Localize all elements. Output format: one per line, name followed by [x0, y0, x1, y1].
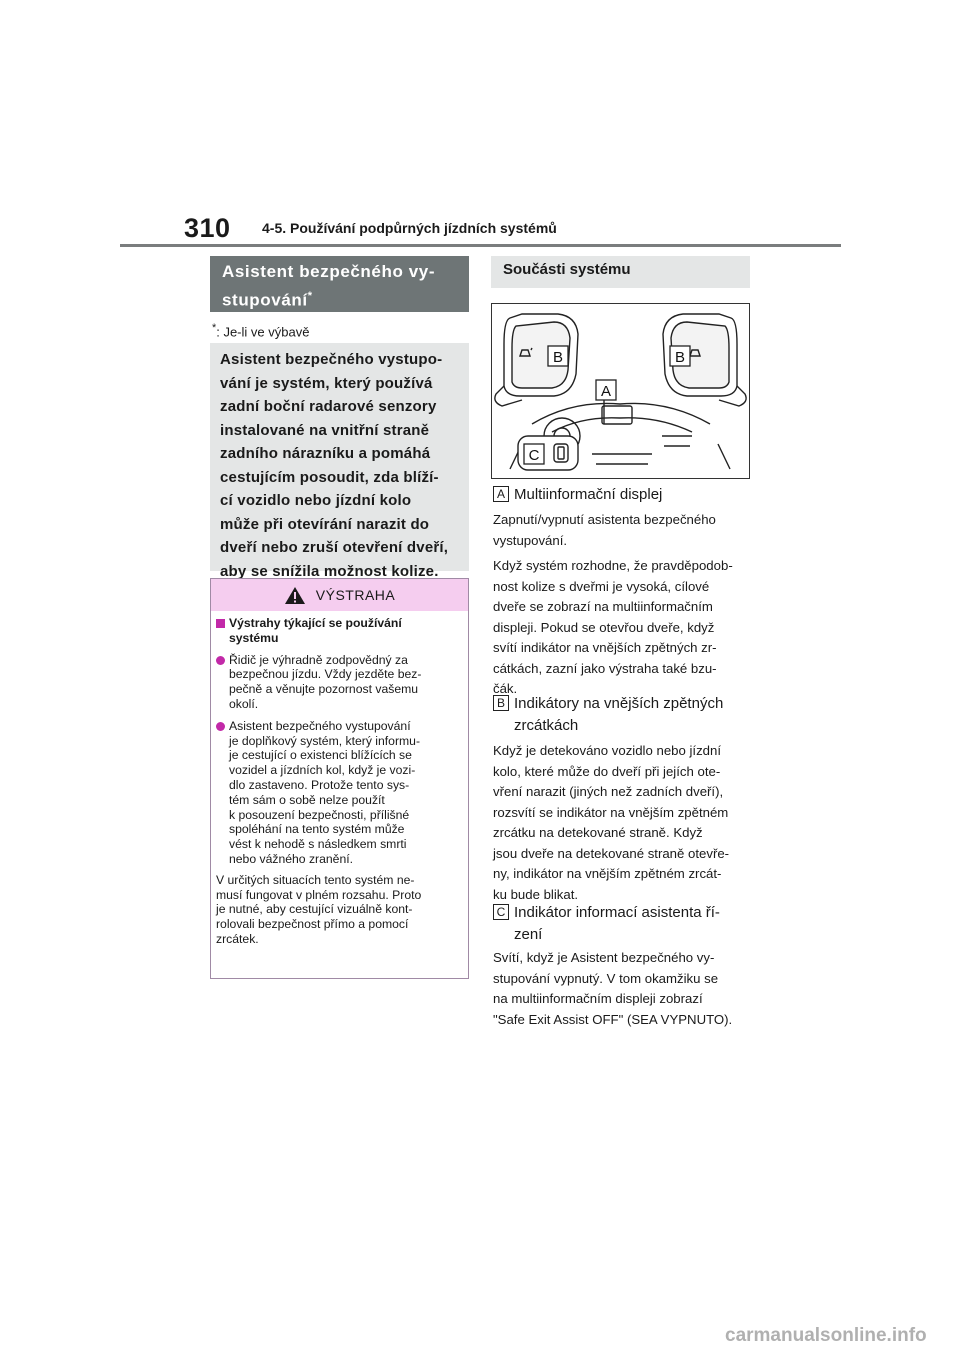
text-line: Když systém rozhodne, že pravděpodob-: [493, 558, 733, 573]
warning-heading-line: systému: [229, 630, 279, 645]
warning-line: rolovali bezpečnost přímo a pomocí: [216, 917, 409, 932]
intro-line: aby se snížila možnost kolize.: [220, 562, 439, 580]
warning-item: [216, 653, 464, 712]
warning-line: nebo vážného zranění.: [229, 851, 353, 866]
warning-item: [216, 719, 464, 867]
intro-line: cestujícím posoudit, zda blíží-: [220, 468, 439, 486]
text-line: dveře se zobrazí na multiinformačním: [493, 599, 713, 614]
item-a-text: [493, 510, 750, 700]
warning-line: je doplňkový systém, který informu-: [229, 733, 421, 748]
warning-line: okolí.: [229, 696, 259, 711]
warning-line: musí fungovat v plném rozsahu. Proto: [216, 887, 422, 902]
warning-line: Řidič je výhradně zodpovědný za: [229, 652, 408, 667]
section-title-line2: stupování*: [222, 290, 313, 310]
warning-line: dlo zastaveno. Protože tento sys-: [229, 777, 410, 792]
warning-line: zrcátek.: [216, 931, 259, 946]
warning-note: [216, 873, 464, 947]
item-a-title: Multiinformační displej: [514, 486, 663, 503]
chapter-title: 4-5. Používání podpůrných jízdních systémů: [262, 220, 557, 236]
warning-line: tém sám o sobě nelze použít: [229, 792, 385, 807]
warning-line: spoléhání na tento systém může: [229, 822, 405, 837]
page-number: 310: [184, 213, 231, 243]
warning-line: vést k nehodě s následkem smrti: [229, 837, 407, 852]
warning-line: pečně a věnujte pozornost vašemu: [229, 682, 419, 697]
intro-line: instalované na vnitřní straně: [220, 421, 430, 439]
label-box-b: B: [493, 695, 509, 711]
text-line: displeji. Pokud se otevřou dveře, když: [493, 619, 715, 635]
warning-title: VÝSTRAHA: [315, 587, 396, 603]
text-line: nost kolize s dveřmi je vysoká, cílové: [493, 578, 710, 594]
warning-line: V určitých situacích tento systém ne-: [216, 872, 415, 887]
intro-line: zadní boční radarové senzory: [220, 398, 437, 415]
text-line: Když je detekováno vozidlo nebo jízdní: [493, 743, 721, 758]
item-b-heading: [493, 693, 750, 737]
intro-line: cí vozidlo nebo jízdní kolo: [220, 492, 412, 509]
intro-box: [210, 343, 469, 580]
item-c-heading: [493, 902, 750, 946]
diagram-label-a: A: [600, 383, 612, 400]
warning-line: je cestující o existenci blížících se: [229, 748, 412, 763]
label-box-a: A: [493, 486, 509, 502]
text-line: čák.: [493, 681, 518, 696]
header-rule: [120, 244, 841, 247]
warning-body: [211, 611, 468, 947]
text-line: cátkách, zazní jako výstraha také bzu-: [493, 660, 717, 676]
text-line: Svítí, když je Asistent bezpečného vy-: [493, 950, 715, 965]
components-title: Součásti systému: [491, 256, 750, 288]
diagram-label-c: C: [528, 447, 540, 464]
text-line: ku bude blikat.: [493, 886, 579, 902]
intro-line: dveří nebo zruší otevření dveří,: [220, 539, 449, 556]
warning-line: je nutné, aby cestující vizuálně kont-: [216, 902, 413, 917]
warning-line: bezpečnou jízdu. Vždy jezděte bez-: [229, 667, 422, 682]
section-title-box: [210, 256, 469, 312]
system-diagram: [491, 303, 750, 479]
label-box-c: C: [493, 904, 509, 920]
footnote-marker: *: [307, 290, 313, 302]
text-line: svítí indikátor na vnějších zpětných zr-: [493, 640, 717, 655]
warning-header: [211, 579, 468, 611]
footnote: *: Je-li ve výbavě: [212, 322, 310, 340]
square-bullet-icon: [216, 619, 225, 628]
text-line: na multiinformačním displeji zobrazí: [493, 991, 703, 1006]
text-line: Zapnutí/vypnutí asistenta bezpečného: [493, 512, 716, 527]
warning-heading-line: Výstrahy týkající se používání: [229, 616, 402, 630]
text-line: ny, indikátor na vnějším zpětném zrcát-: [493, 866, 722, 881]
text-line: vření narazit (jiných než zadních dveří),: [493, 784, 724, 799]
warning-box: [210, 578, 469, 979]
item-c-text: [493, 948, 750, 1030]
item-b-text: [493, 741, 750, 905]
diagram-label-b-right: B: [674, 349, 686, 366]
warning-triangle-icon: [284, 586, 306, 605]
text-line: rozsvítí se indikátor na vnějším zpětném: [493, 804, 729, 820]
intro-line: zadního nárazníku a pomáhá: [220, 445, 431, 462]
warning-line: vozidel a jízdních kol, když je vozi-: [229, 763, 416, 778]
item-c-title: Indikátor informací asistenta ří- zení: [514, 904, 720, 943]
intro-line: vání je systém, který používá: [220, 374, 433, 392]
diagram-label-b-left: B: [552, 349, 564, 366]
text-line: vystupování.: [493, 532, 568, 548]
intro-line: může při otevírání narazit do: [220, 515, 430, 533]
item-a-heading: [493, 484, 750, 506]
text-line: zrcátku na detekované straně. Když: [493, 825, 703, 840]
dot-bullet-icon: [216, 722, 225, 731]
text-line: "Safe Exit Assist OFF" (SEA VYPNUTO).: [493, 1011, 733, 1027]
warning-heading: [216, 616, 464, 646]
text-line: stupování vypnutý. V tom okamžiku se: [493, 970, 719, 986]
text-line: kolo, které může do dveří při jejích ote-: [493, 763, 721, 779]
warning-line: Asistent bezpečného vystupování: [229, 718, 411, 733]
text-line: jsou dveře na detekované straně otevře-: [493, 845, 730, 861]
dot-bullet-icon: [216, 656, 225, 665]
item-b-title: Indikátory na vnějších zpětných zrcátkách: [514, 695, 724, 734]
watermark: carmanualsonline.info: [725, 1325, 927, 1346]
section-title-line1: Asistent bezpečného vy-: [222, 262, 436, 281]
cockpit-illustration: [492, 304, 749, 478]
warning-line: k posouzení bezpečnosti, přílišné: [229, 807, 410, 822]
intro-line: Asistent bezpečného vystupo-: [220, 351, 443, 368]
